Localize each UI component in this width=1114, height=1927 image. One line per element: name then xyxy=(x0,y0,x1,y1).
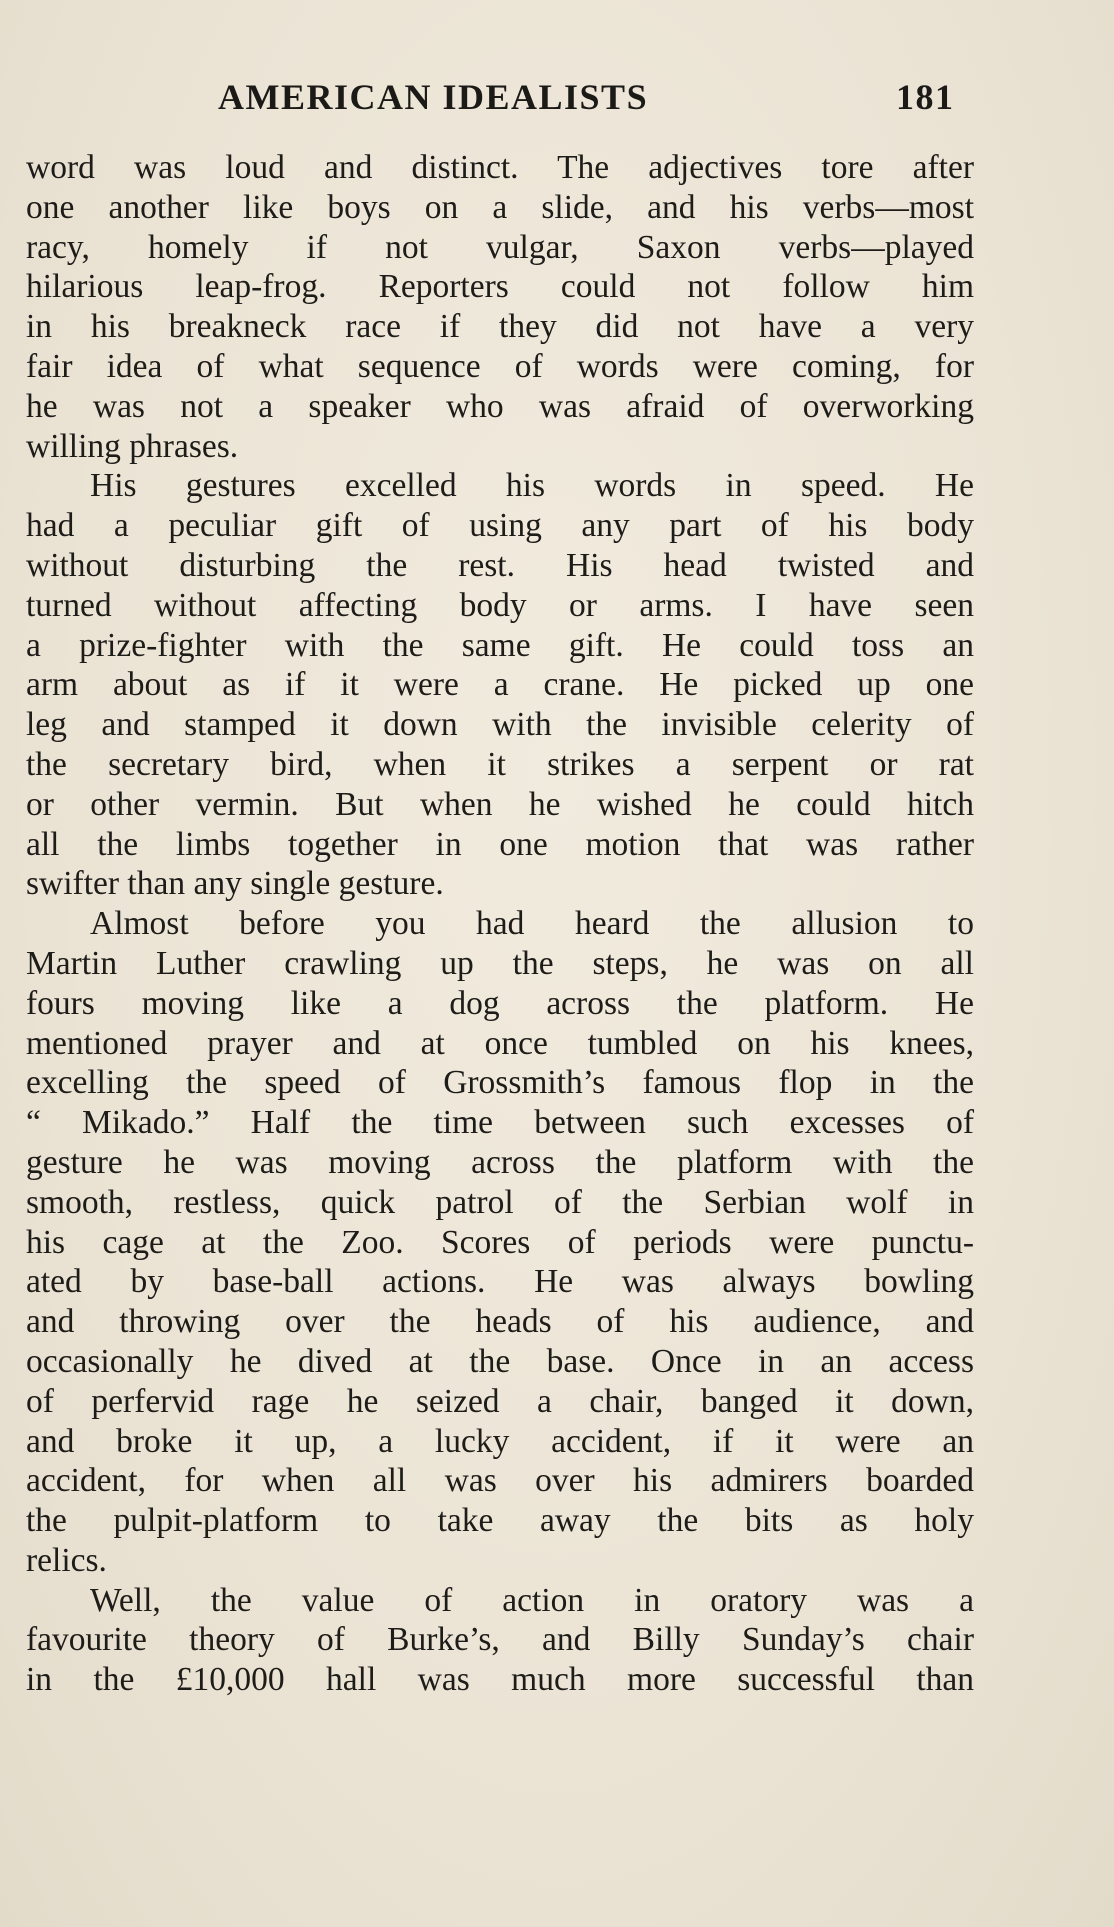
text-line: fours moving like a dog across the platform. He xyxy=(26,984,974,1022)
text-line: he was not a speaker who was afraid of overworking xyxy=(26,387,974,425)
text-line: arm about as if it were a crane. He picked up one xyxy=(26,666,974,704)
text-line: favourite theory of Burke’s, and Billy Sunday’s chair xyxy=(26,1621,974,1659)
text-line: mentioned prayer and at once tumbled on his knees, xyxy=(26,1024,974,1062)
text-line: turned without affecting body or arms. I have seen xyxy=(26,586,974,624)
paragraph-4 xyxy=(26,1581,974,1700)
paragraph-1 xyxy=(26,148,974,466)
text-line: without disturbing the rest. His head twisted and xyxy=(26,546,974,584)
text-line: racy, homely if not vulgar, Saxon verbs—played xyxy=(26,228,974,266)
text-line: swifter than any single gesture. xyxy=(26,865,444,903)
text-line: word was loud and distinct. The adjectives tore after xyxy=(26,149,974,186)
text-line: a prize-fighter with the same gift. He could toss an xyxy=(26,626,974,664)
text-line: or other vermin. But when he wished he could hitch xyxy=(26,785,974,823)
running-title: AMERICAN IDEALISTS xyxy=(218,77,649,117)
text-line: leg and stamped it down with the invisible celerity of xyxy=(26,706,974,744)
running-head xyxy=(30,76,1080,126)
paragraph-2 xyxy=(26,466,974,904)
text-line: and broke it up, a lucky accident, if it were an xyxy=(26,1422,974,1460)
text-line: occasionally he dived at the base. Once in an access xyxy=(26,1342,974,1380)
text-line: Martin Luther crawling up the steps, he was on all xyxy=(26,944,974,982)
text-line: and throwing over the heads of his audience, and xyxy=(26,1303,974,1341)
text-line: gesture he was moving across the platform with the xyxy=(26,1143,974,1181)
text-line: Almost before you had heard the allusion to xyxy=(90,905,974,943)
text-line: in his breakneck race if they did not have a very xyxy=(26,308,974,346)
text-line: relics. xyxy=(26,1541,107,1579)
text-line: the secretary bird, when it strikes a serpent or rat xyxy=(26,745,974,783)
page-number: 181 xyxy=(896,77,955,117)
text-line: fair idea of what sequence of words were coming, for xyxy=(26,347,974,385)
text-line: smooth, restless, quick patrol of the Serbian wolf in xyxy=(26,1183,974,1221)
text-line: excelling the speed of Grossmith’s famous flop in the xyxy=(26,1064,974,1102)
text-line: in the £10,000 hall was much more successful than xyxy=(26,1661,974,1699)
text-line: willing phrases. xyxy=(26,427,239,465)
text-line: of perfervid rage he seized a chair, banged it down, xyxy=(26,1382,974,1420)
body-text xyxy=(26,148,974,1700)
text-line: the pulpit-platform to take away the bits as holy xyxy=(26,1502,974,1540)
text-line: one another like boys on a slide, and his verbs—most xyxy=(26,188,974,226)
text-line: “ Mikado.” Half the time between such excesses of xyxy=(26,1104,974,1142)
text-line: accident, for when all was over his admirers boarded xyxy=(26,1462,974,1500)
text-line: his cage at the Zoo. Scores of periods were punctu- xyxy=(26,1223,974,1261)
text-line: hilarious leap-frog. Reporters could not follow him xyxy=(26,268,974,306)
text-line: His gestures excelled his words in speed. He xyxy=(90,467,974,505)
text-line: Well, the value of action in oratory was a xyxy=(90,1581,974,1619)
text-line: had a peculiar gift of using any part of his body xyxy=(26,507,974,545)
paragraph-3 xyxy=(26,904,974,1581)
text-line: ated by base-ball actions. He was always bowling xyxy=(26,1263,974,1301)
text-line: all the limbs together in one motion that was rather xyxy=(26,825,974,863)
